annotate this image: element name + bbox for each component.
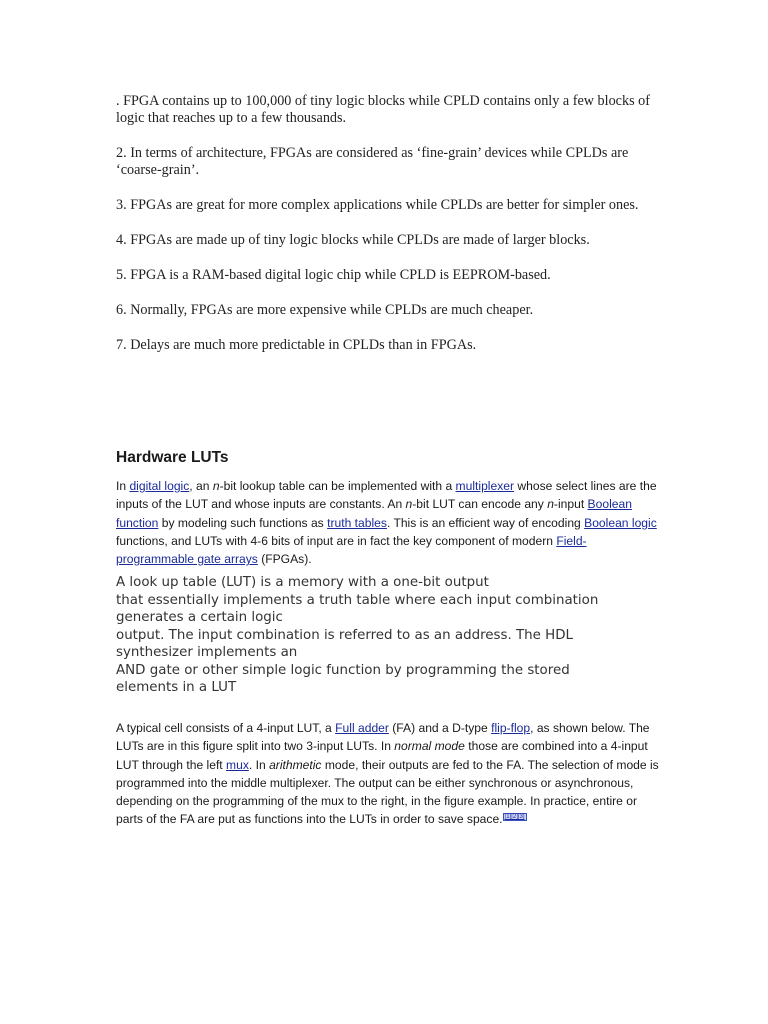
text-run: . This is an efficient way of encoding bbox=[386, 515, 585, 530]
lut-definition-block bbox=[116, 574, 661, 697]
list-item: . FPGA contains up to 100,000 of tiny logic blocks while CPLD contains only a few blocks of logic that reaches up to a few thousands. bbox=[116, 93, 650, 126]
italic-n: n bbox=[212, 479, 220, 493]
section-heading: Hardware LUTs bbox=[116, 449, 229, 466]
citation-link[interactable]: [1][2][3] bbox=[504, 814, 525, 821]
text-run: those are combined into a 4-input LUT through the left bbox=[116, 739, 648, 772]
definition-line: that essentially implements a truth table where each input combination bbox=[116, 592, 599, 608]
typical-cell-paragraph bbox=[116, 719, 661, 829]
link-flip-flop[interactable]: flip-flop bbox=[491, 721, 531, 735]
text-run: In bbox=[116, 479, 130, 493]
definition-line: A look up table (LUT) is a memory with a one-bit output bbox=[116, 575, 489, 590]
text-run: , an bbox=[189, 479, 213, 493]
text-run: -bit lookup table can be implemented with a bbox=[219, 479, 456, 493]
text-run: functions, and LUTs with 4-6 bits of input are in fact the key component of modern bbox=[116, 533, 557, 548]
definition-line: elements in a LUT bbox=[116, 680, 237, 695]
text-run: -bit LUT can encode any bbox=[412, 497, 548, 512]
lut-intro-paragraph bbox=[116, 477, 661, 568]
text-run: . In bbox=[248, 757, 270, 772]
list-item: 7. Delays are much more predictable in CPLDs than in FPGAs. bbox=[116, 337, 477, 353]
link-fpga[interactable]: Field-programmable gate arrays bbox=[116, 533, 587, 567]
list-item: 6. Normally, FPGAs are more expensive while CPLDs are much cheaper. bbox=[116, 302, 534, 318]
italic-n: n bbox=[405, 497, 413, 512]
definition-line: generates a certain logic bbox=[116, 610, 283, 625]
link-multiplexer[interactable]: multiplexer bbox=[455, 479, 515, 493]
definition-line: synthesizer implements an bbox=[116, 645, 298, 660]
text-run: by modeling such functions as bbox=[158, 515, 328, 530]
italic-n: n bbox=[547, 497, 554, 512]
text-run: whose select lines are the inputs of the LUT and whose inputs are constants. An bbox=[116, 479, 657, 512]
link-boolean-logic[interactable]: Boolean logic bbox=[584, 515, 657, 530]
link-full-adder[interactable]: Full adder bbox=[335, 721, 389, 735]
text-run: (FPGAs). bbox=[257, 552, 312, 567]
definition-line: output. The input combination is referred to as an address. The HDL bbox=[116, 627, 574, 643]
link-truth-tables[interactable]: truth tables bbox=[327, 515, 387, 530]
text-run: , as shown below. The LUTs are in this figure split into two 3-input LUTs. In bbox=[116, 721, 650, 754]
list-item: 5. FPGA is a RAM-based digital logic chip while CPLD is EEPROM-based. bbox=[116, 267, 551, 283]
link-mux[interactable]: mux bbox=[226, 757, 249, 772]
list-item: 2. In terms of architecture, FPGAs are considered as ‘fine-grain’ devices while CPLDs are ‘coarse-grain’. bbox=[116, 145, 629, 178]
list-item: 3. FPGAs are great for more complex applications while CPLDs are better for simpler ones. bbox=[116, 197, 639, 213]
italic-arithmetic: arithmetic bbox=[269, 757, 322, 772]
fpga-cpld-comparison-list bbox=[116, 93, 661, 372]
list-item: 4. FPGAs are made up of tiny logic blocks while CPLDs are made of larger blocks. bbox=[116, 232, 590, 248]
text-run: mode, their outputs are fed to the FA. The selection of mode is programmed into the middle multiplexer. The output can be either synchronous or asynchronous, depending on the programming of the mux to the right, in the figure example. In practice, entire or parts of the FA are put as functions into the LUTs in order to save space. bbox=[116, 757, 659, 827]
italic-normal-mode: normal mode bbox=[394, 739, 465, 754]
text-run: -input bbox=[553, 497, 588, 512]
text-run: (FA) and a D-type bbox=[388, 721, 492, 735]
link-digital-logic[interactable]: digital logic bbox=[129, 479, 190, 493]
definition-line: AND gate or other simple logic function by programming the stored bbox=[116, 662, 570, 678]
text-run: A typical cell consists of a 4-input LUT, a bbox=[116, 721, 336, 735]
link-boolean-function[interactable]: Boolean function bbox=[116, 497, 632, 530]
